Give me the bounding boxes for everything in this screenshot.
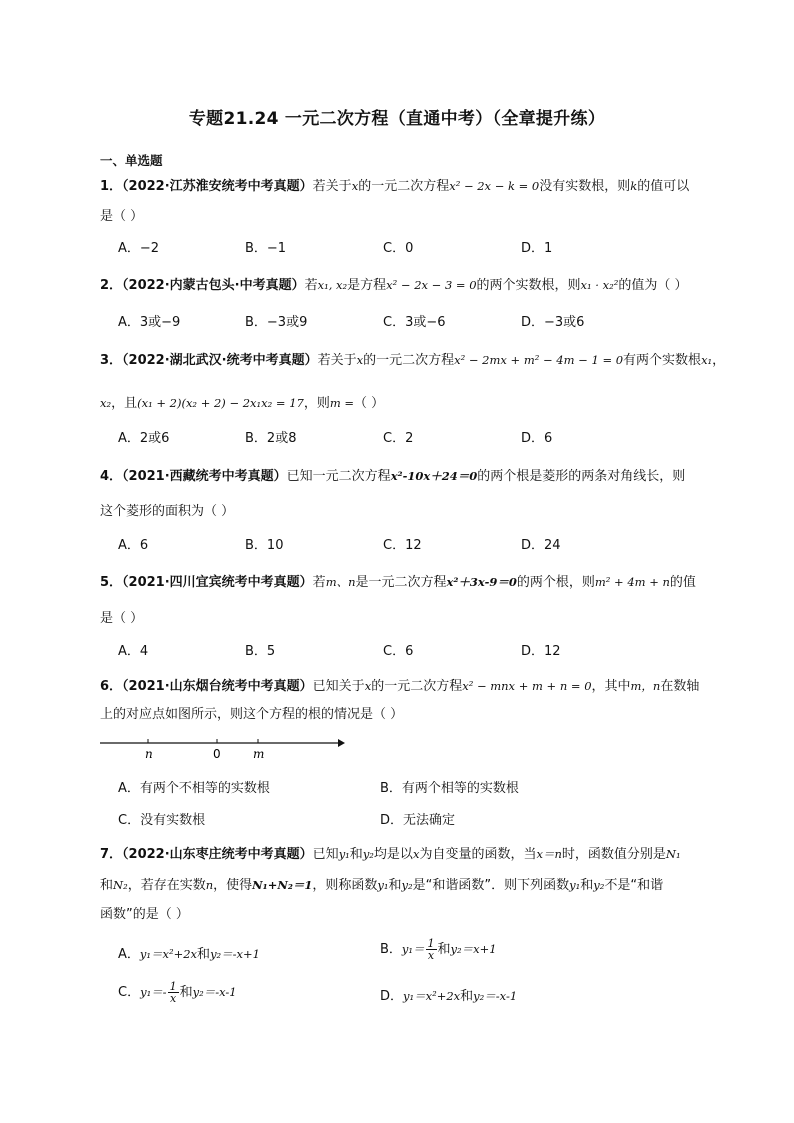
option-b[interactable]: B．2或8 [245, 431, 297, 446]
math-expression: y₂＝-x-1 [473, 989, 518, 1003]
question-number: 7． [100, 847, 123, 862]
math-equation: (x₁ + 2)(x₂ + 2) − 2x₁x₂ = 17 [137, 396, 304, 410]
question-text: 的两个实数根，则 [476, 278, 581, 293]
math-expression: N₁+N₂＝1 [252, 878, 313, 892]
question-3-line-1: 3．（2022·湖北武汉·统考中考真题）若关于x的一元二次方程x² − 2mx + m² − 4m − 1 = 0有两个实数根x₁， [100, 353, 726, 368]
question-number: 5． [100, 575, 123, 590]
option-b[interactable]: B．−3或9 [245, 315, 308, 330]
math-expression: m² + 4m + n [594, 575, 670, 589]
option-b[interactable]: B．−1 [245, 241, 287, 256]
question-text: 和 [179, 985, 193, 1000]
question-5-line-2: 是（ ） [100, 611, 144, 626]
question-number: 6． [100, 679, 123, 694]
fraction-numerator: 1 [427, 937, 435, 950]
question-text: 若 [312, 575, 326, 590]
question-text: 有两个实数根 [623, 353, 702, 368]
option-d[interactable]: D．无法确定 [380, 813, 456, 828]
math-var: y₁ [338, 847, 350, 861]
question-number: 2． [100, 278, 123, 293]
question-text: 是一元二次方程 [355, 575, 447, 590]
question-text: ，且 [111, 396, 138, 411]
question-text: 已知一元二次方程 [286, 469, 391, 484]
question-text: 没有实数根，则 [539, 179, 631, 194]
question-5-line-1 [100, 573, 696, 592]
math-var: n [205, 878, 214, 892]
option-d[interactable]: D．1 [521, 241, 553, 256]
label-n: n [145, 747, 153, 761]
page-title: 专题21.24 一元二次方程（直通中考）（全章提升练） [188, 109, 606, 129]
question-text: 和 [100, 878, 114, 893]
math-expression: x₁ · x₂² [580, 278, 619, 292]
option-a[interactable]: A．3或−9 [118, 315, 181, 330]
math-var: N₁ [665, 847, 681, 861]
question-7-line-2 [100, 876, 663, 895]
question-text: 为自变量的函数，当 [419, 847, 537, 862]
label-m: m [253, 747, 265, 761]
question-7-line-3: 函数”的是（ ） [100, 907, 189, 922]
math-equation: x² − 2x − 3 = 0 [386, 278, 477, 292]
math-var: N₂ [113, 878, 128, 892]
option-label: C． [118, 985, 141, 1000]
math-var: m，n [630, 679, 661, 693]
math-expression: y₂＝x+1 [450, 942, 497, 956]
question-text: 和 [197, 947, 211, 962]
option-b[interactable]: B．10 [245, 538, 284, 553]
question-text: 时，函数值分别是 [561, 847, 666, 862]
question-1-line-1 [100, 177, 689, 196]
question-source: （2022·湖北武汉·统考中考真题） [122, 353, 318, 368]
math-var: m、n [325, 575, 356, 589]
math-var: k [630, 179, 638, 193]
question-text: 不是“和谐 [604, 878, 664, 893]
question-text: 和 [580, 878, 594, 893]
question-text: 的两个根是菱形的两条对角线长，则 [477, 469, 686, 484]
math-var: y₁ [569, 878, 581, 892]
math-expression: m = [329, 396, 355, 410]
math-var: y₁ [377, 878, 389, 892]
option-b[interactable] [380, 938, 497, 961]
math-var: x [356, 353, 364, 367]
math-expression: y₁＝x²+2x [139, 947, 198, 961]
question-text: 是方程 [347, 278, 387, 293]
option-a[interactable]: A．6 [118, 538, 149, 553]
math-expression: y₁＝x²+2x [403, 989, 461, 1003]
question-text: 若关于 [312, 179, 352, 194]
math-var: y₂ [401, 878, 413, 892]
number-line-figure [100, 733, 345, 761]
option-d[interactable]: D．−3或6 [521, 315, 585, 330]
option-a[interactable] [118, 945, 260, 964]
fraction [426, 938, 437, 961]
fraction-denominator: x [427, 949, 435, 962]
question-6-line-2: 上的对应点如图所示，则这个方程的根的情况是（ ） [100, 707, 404, 722]
question-text: ，则称函数 [312, 878, 378, 893]
option-label: A． [118, 947, 140, 962]
question-text: 若 [304, 278, 318, 293]
question-text: 在数轴 [660, 679, 700, 694]
question-text: 的两个根，则 [516, 575, 595, 590]
option-c[interactable]: C．2 [383, 431, 414, 446]
option-c[interactable]: C．0 [383, 241, 414, 256]
option-c[interactable]: C．没有实数根 [118, 813, 206, 828]
math-expression: x＝n [536, 847, 562, 861]
question-number: 3． [100, 353, 123, 368]
question-2-line-1 [100, 276, 687, 295]
option-c[interactable]: C．6 [383, 644, 414, 659]
fraction-denominator: x [169, 992, 177, 1005]
math-var: x₁, x₂ [317, 278, 348, 292]
arrow-head-icon [338, 739, 345, 747]
math-equation: x² − 2x − k = 0 [449, 179, 540, 193]
question-source: （2022·山东枣庄统考中考真题） [122, 847, 313, 862]
question-text: 和 [437, 942, 451, 957]
question-text: 已知 [312, 847, 339, 862]
question-3-line-2 [100, 394, 384, 413]
question-text: 的值 [669, 575, 696, 590]
question-source: （2021·西藏统考中考真题） [122, 469, 287, 484]
option-label: D． [380, 989, 404, 1004]
question-4-line-1 [100, 467, 685, 486]
math-expression: y₂＝-x-1 [192, 985, 237, 999]
option-b[interactable]: B．5 [245, 644, 276, 659]
math-var: x [364, 679, 372, 693]
option-a[interactable]: A．有两个不相等的实数根 [118, 781, 270, 796]
question-source: （2022·内蒙古包头·中考真题） [122, 278, 305, 293]
option-d[interactable] [380, 987, 517, 1006]
question-6-line-1 [100, 677, 699, 696]
question-number: 1． [100, 179, 123, 194]
option-label: B． [380, 942, 402, 957]
question-text: 是“和谐函数”．则下列函数 [412, 878, 570, 893]
option-a[interactable]: A．−2 [118, 241, 160, 256]
question-text: ，则 [303, 396, 330, 411]
option-d[interactable]: D．12 [521, 644, 561, 659]
fraction-numerator: 1 [169, 980, 177, 993]
question-text: 和 [388, 878, 402, 893]
question-text: 和 [460, 989, 474, 1004]
math-var: y₂ [362, 847, 374, 861]
question-text: ，若存在实数 [127, 878, 206, 893]
question-source: （2021·山东烟台统考中考真题） [122, 679, 313, 694]
question-text: 的值可以 [637, 179, 690, 194]
option-d[interactable]: D．6 [521, 431, 553, 446]
math-equation: x² − 2mx + m² − 4m − 1 = 0 [454, 353, 624, 367]
question-text: 和 [349, 847, 363, 862]
math-var: x₁ [701, 353, 713, 367]
math-equation: x²＋3x-9＝0 [446, 575, 517, 589]
math-expression: y₁＝ [401, 942, 425, 956]
question-7-line-1 [100, 845, 681, 864]
question-4-line-2: 这个菱形的面积为（ ） [100, 504, 235, 519]
question-text: （ ） [354, 396, 385, 411]
question-text: 若关于 [317, 353, 357, 368]
math-equation: x²-10x＋24＝0 [390, 469, 478, 483]
option-c[interactable]: C．12 [383, 538, 422, 553]
option-c[interactable]: C．3或−6 [383, 315, 446, 330]
math-var: y₂ [593, 878, 605, 892]
question-number: 4． [100, 469, 123, 484]
option-b[interactable]: B．有两个相等的实数根 [380, 781, 519, 796]
math-expression: y₁＝- [140, 985, 167, 999]
question-text: ，使得 [213, 878, 253, 893]
option-d[interactable]: D．24 [521, 538, 561, 553]
label-0: 0 [213, 747, 221, 761]
math-var: x [351, 179, 359, 193]
math-equation: x² − mnx + m + n = 0 [462, 679, 592, 693]
question-text: ，其中 [591, 679, 631, 694]
question-text: 已知关于 [312, 679, 365, 694]
option-a[interactable]: A．2或6 [118, 431, 170, 446]
question-source: （2021·四川宜宾统考中考真题） [122, 575, 313, 590]
fraction [168, 981, 179, 1004]
question-1-line-2: 是（ ） [100, 209, 144, 224]
question-text: 的值为（ ） [618, 278, 688, 293]
question-text: 的一元二次方程 [358, 179, 450, 194]
math-expression: y₂＝-x+1 [210, 947, 260, 961]
math-var: x [412, 847, 420, 861]
question-text: 的一元二次方程 [371, 679, 463, 694]
option-a[interactable]: A．4 [118, 644, 149, 659]
question-source: （2022·江苏淮安统考中考真题） [122, 179, 313, 194]
question-text: 的一元二次方程 [363, 353, 455, 368]
option-c[interactable] [118, 981, 237, 1004]
math-var: x₂ [100, 396, 112, 410]
question-text: 均是以 [373, 847, 413, 862]
section-heading: 一、单选题 [100, 153, 163, 168]
